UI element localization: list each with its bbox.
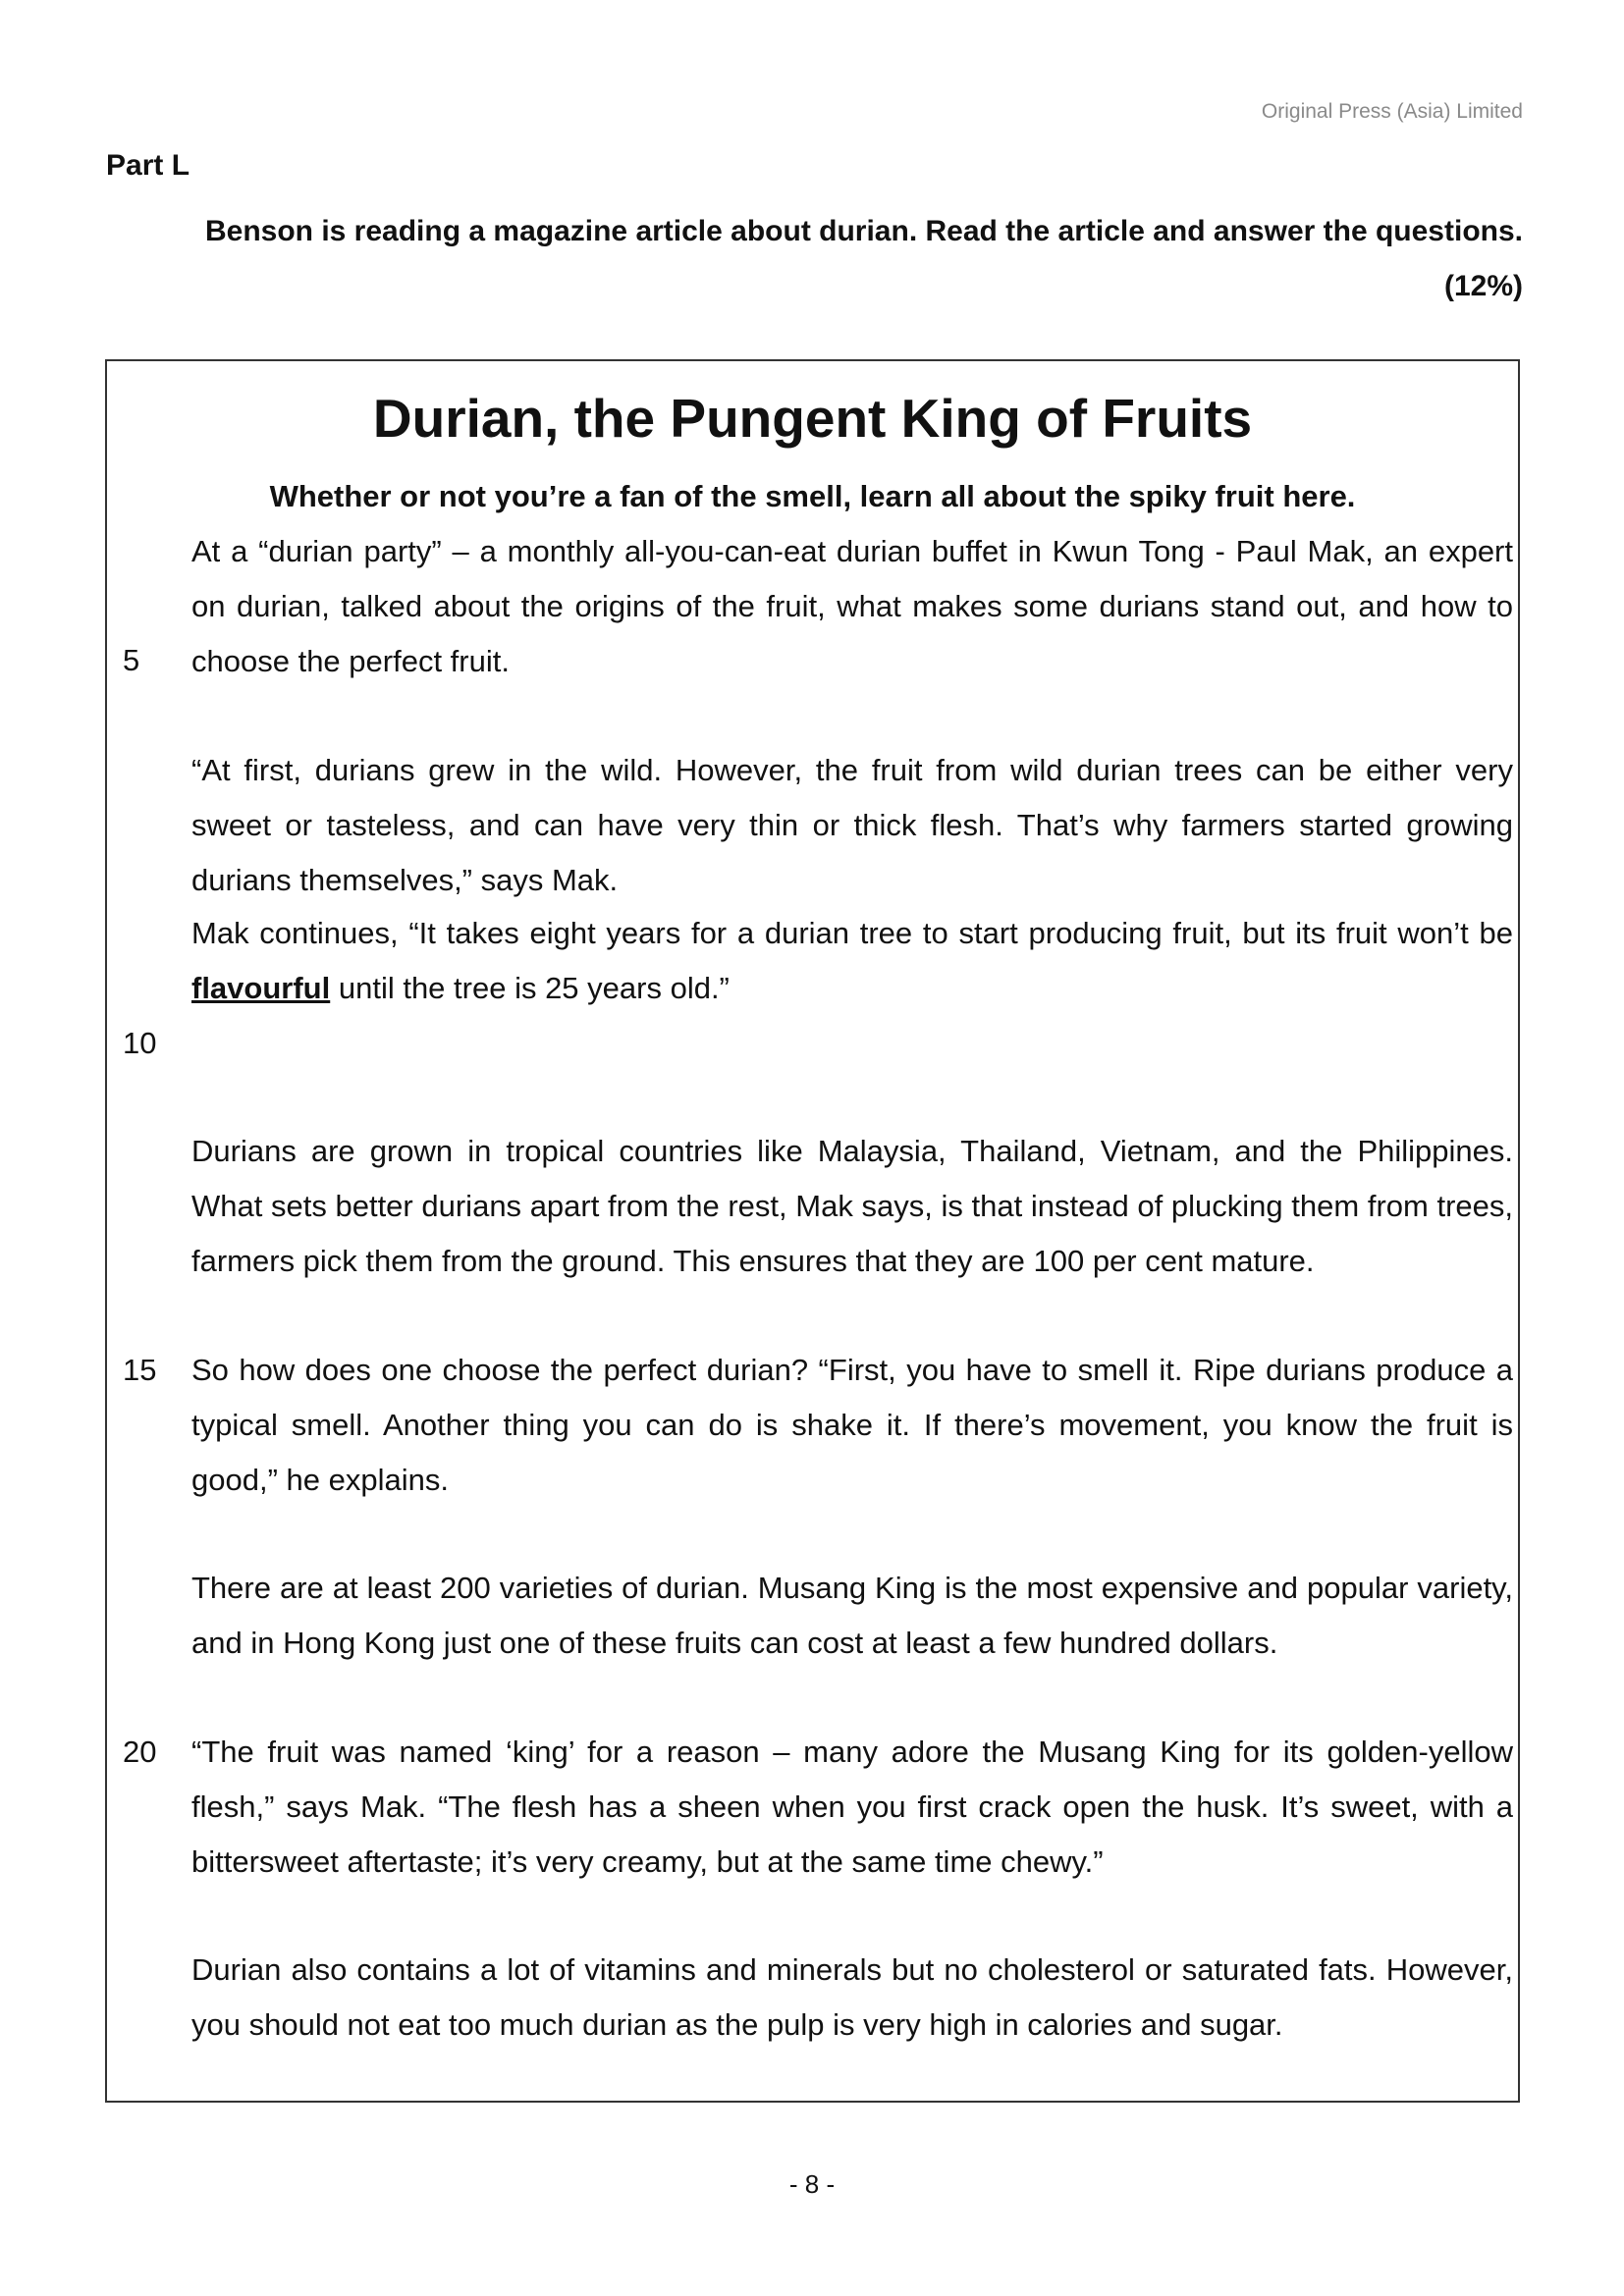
line-number-15: 15	[123, 1353, 157, 1387]
paragraph-3-text-b: until the tree is 25 years old.”	[330, 970, 730, 1005]
paragraph-7: “The fruit was named ‘king’ for a reason – many adore the Musang King for its golden-yellow flesh,” says Mak. “The flesh has a sheen when you first crack open the husk. It’s sweet, with a bittersweet aftertaste; it’s very creamy, but at the same time chewy.”	[191, 1735, 1513, 1879]
paragraph-4: Durians are grown in tropical countries like Malaysia, Thailand, Vietnam, and the Philippines. What sets better durians apart from the rest, Mak says, is that instead of plucking them from trees, farmers pick them from the ground. This ensures that they are 100 per cent mature.	[191, 1134, 1513, 1278]
line-number-10: 10	[123, 1026, 157, 1060]
paragraph-2: “At first, durians grew in the wild. However, the fruit from wild durian trees can be either very sweet or tasteless, and can have very thin or thick flesh. That’s why farmers started growing durians themselves,” says Mak.	[191, 753, 1513, 897]
vocabulary-word: flavourful	[191, 970, 331, 1005]
paragraph-3	[191, 906, 1513, 1016]
article-title: Durian, the Pungent King of Fruits	[372, 388, 1253, 449]
article-box	[105, 359, 1520, 2103]
article-subtitle: Whether or not you’re a fan of the smell, learn all about the spiky fruit here.	[269, 479, 1356, 513]
line-number-5: 5	[123, 643, 140, 677]
page-number: - 8 -	[788, 2169, 836, 2199]
line-number-20: 20	[123, 1735, 157, 1769]
instructions-text: Benson is reading a magazine article about durian. Read the article and answer the questions.	[204, 215, 1523, 247]
instructions	[106, 204, 1523, 314]
marks-label: (12%)	[1443, 270, 1523, 302]
paragraph-6: There are at least 200 varieties of durian. Musang King is the most expensive and popular variety, and in Hong Kong just one of these fruits can cost at least a few hundred dollars.	[191, 1571, 1513, 1660]
part-label: Part L	[106, 149, 190, 182]
paragraph-3-text-a: Mak continues, “It takes eight years for a durian tree to start producing fruit, but its fruit won’t be	[191, 916, 1513, 950]
publisher-name: Original Press (Asia) Limited	[1261, 100, 1523, 123]
paragraph-1: At a “durian party” – a monthly all-you-can-eat durian buffet in Kwun Tong - Paul Mak, an expert on durian, talked about the origins of the fruit, what makes some durians stand out, and how to choose the perfect fruit.	[191, 534, 1513, 678]
paragraph-8: Durian also contains a lot of vitamins and minerals but no cholesterol or saturated fats. However, you should not eat too much durian as the pulp is very high in calories and sugar.	[191, 1952, 1513, 2042]
paragraph-5: So how does one choose the perfect durian? “First, you have to smell it. Ripe durians produce a typical smell. Another thing you can do is shake it. If there’s movement, you know the fruit is good,” he explains.	[191, 1353, 1513, 1497]
